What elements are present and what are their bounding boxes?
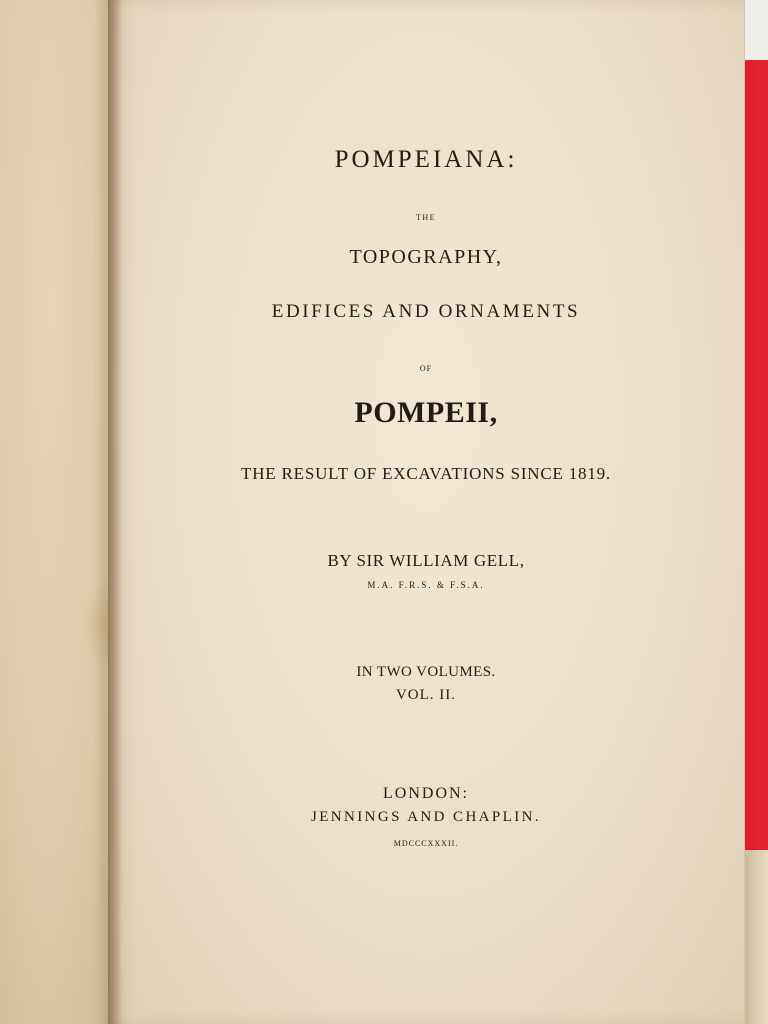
preposition-of: OF (419, 364, 433, 373)
volume-number: VOL. II. (395, 687, 457, 703)
book-title: POMPEIANA: (334, 146, 518, 173)
subtitle-topography: TOPOGRAPHY, (349, 246, 503, 268)
author-degrees: M.A. F.R.S. & F.S.A. (367, 580, 485, 590)
page-stack-edge (742, 850, 768, 1024)
imprint-place: LONDON: (383, 785, 469, 802)
subtitle-pompeii: POMPEII, (354, 396, 498, 429)
article-the: THE (415, 213, 437, 222)
imprint-year: MDCCCXXXII. (393, 839, 459, 848)
subtitle-result: THE RESULT OF EXCAVATIONS SINCE 1819. (241, 464, 611, 483)
subtitle-edifices: EDIFICES AND ORNAMENTS (271, 301, 581, 322)
imprint-publisher: JENNINGS AND CHAPLIN. (311, 809, 541, 825)
left-facing-page (0, 0, 120, 1024)
volumes-note: IN TWO VOLUMES. (356, 664, 496, 680)
page-gutter-shadow (108, 0, 122, 1024)
author-line: BY SIR WILLIAM GELL, (327, 551, 525, 570)
title-page (108, 0, 745, 1024)
